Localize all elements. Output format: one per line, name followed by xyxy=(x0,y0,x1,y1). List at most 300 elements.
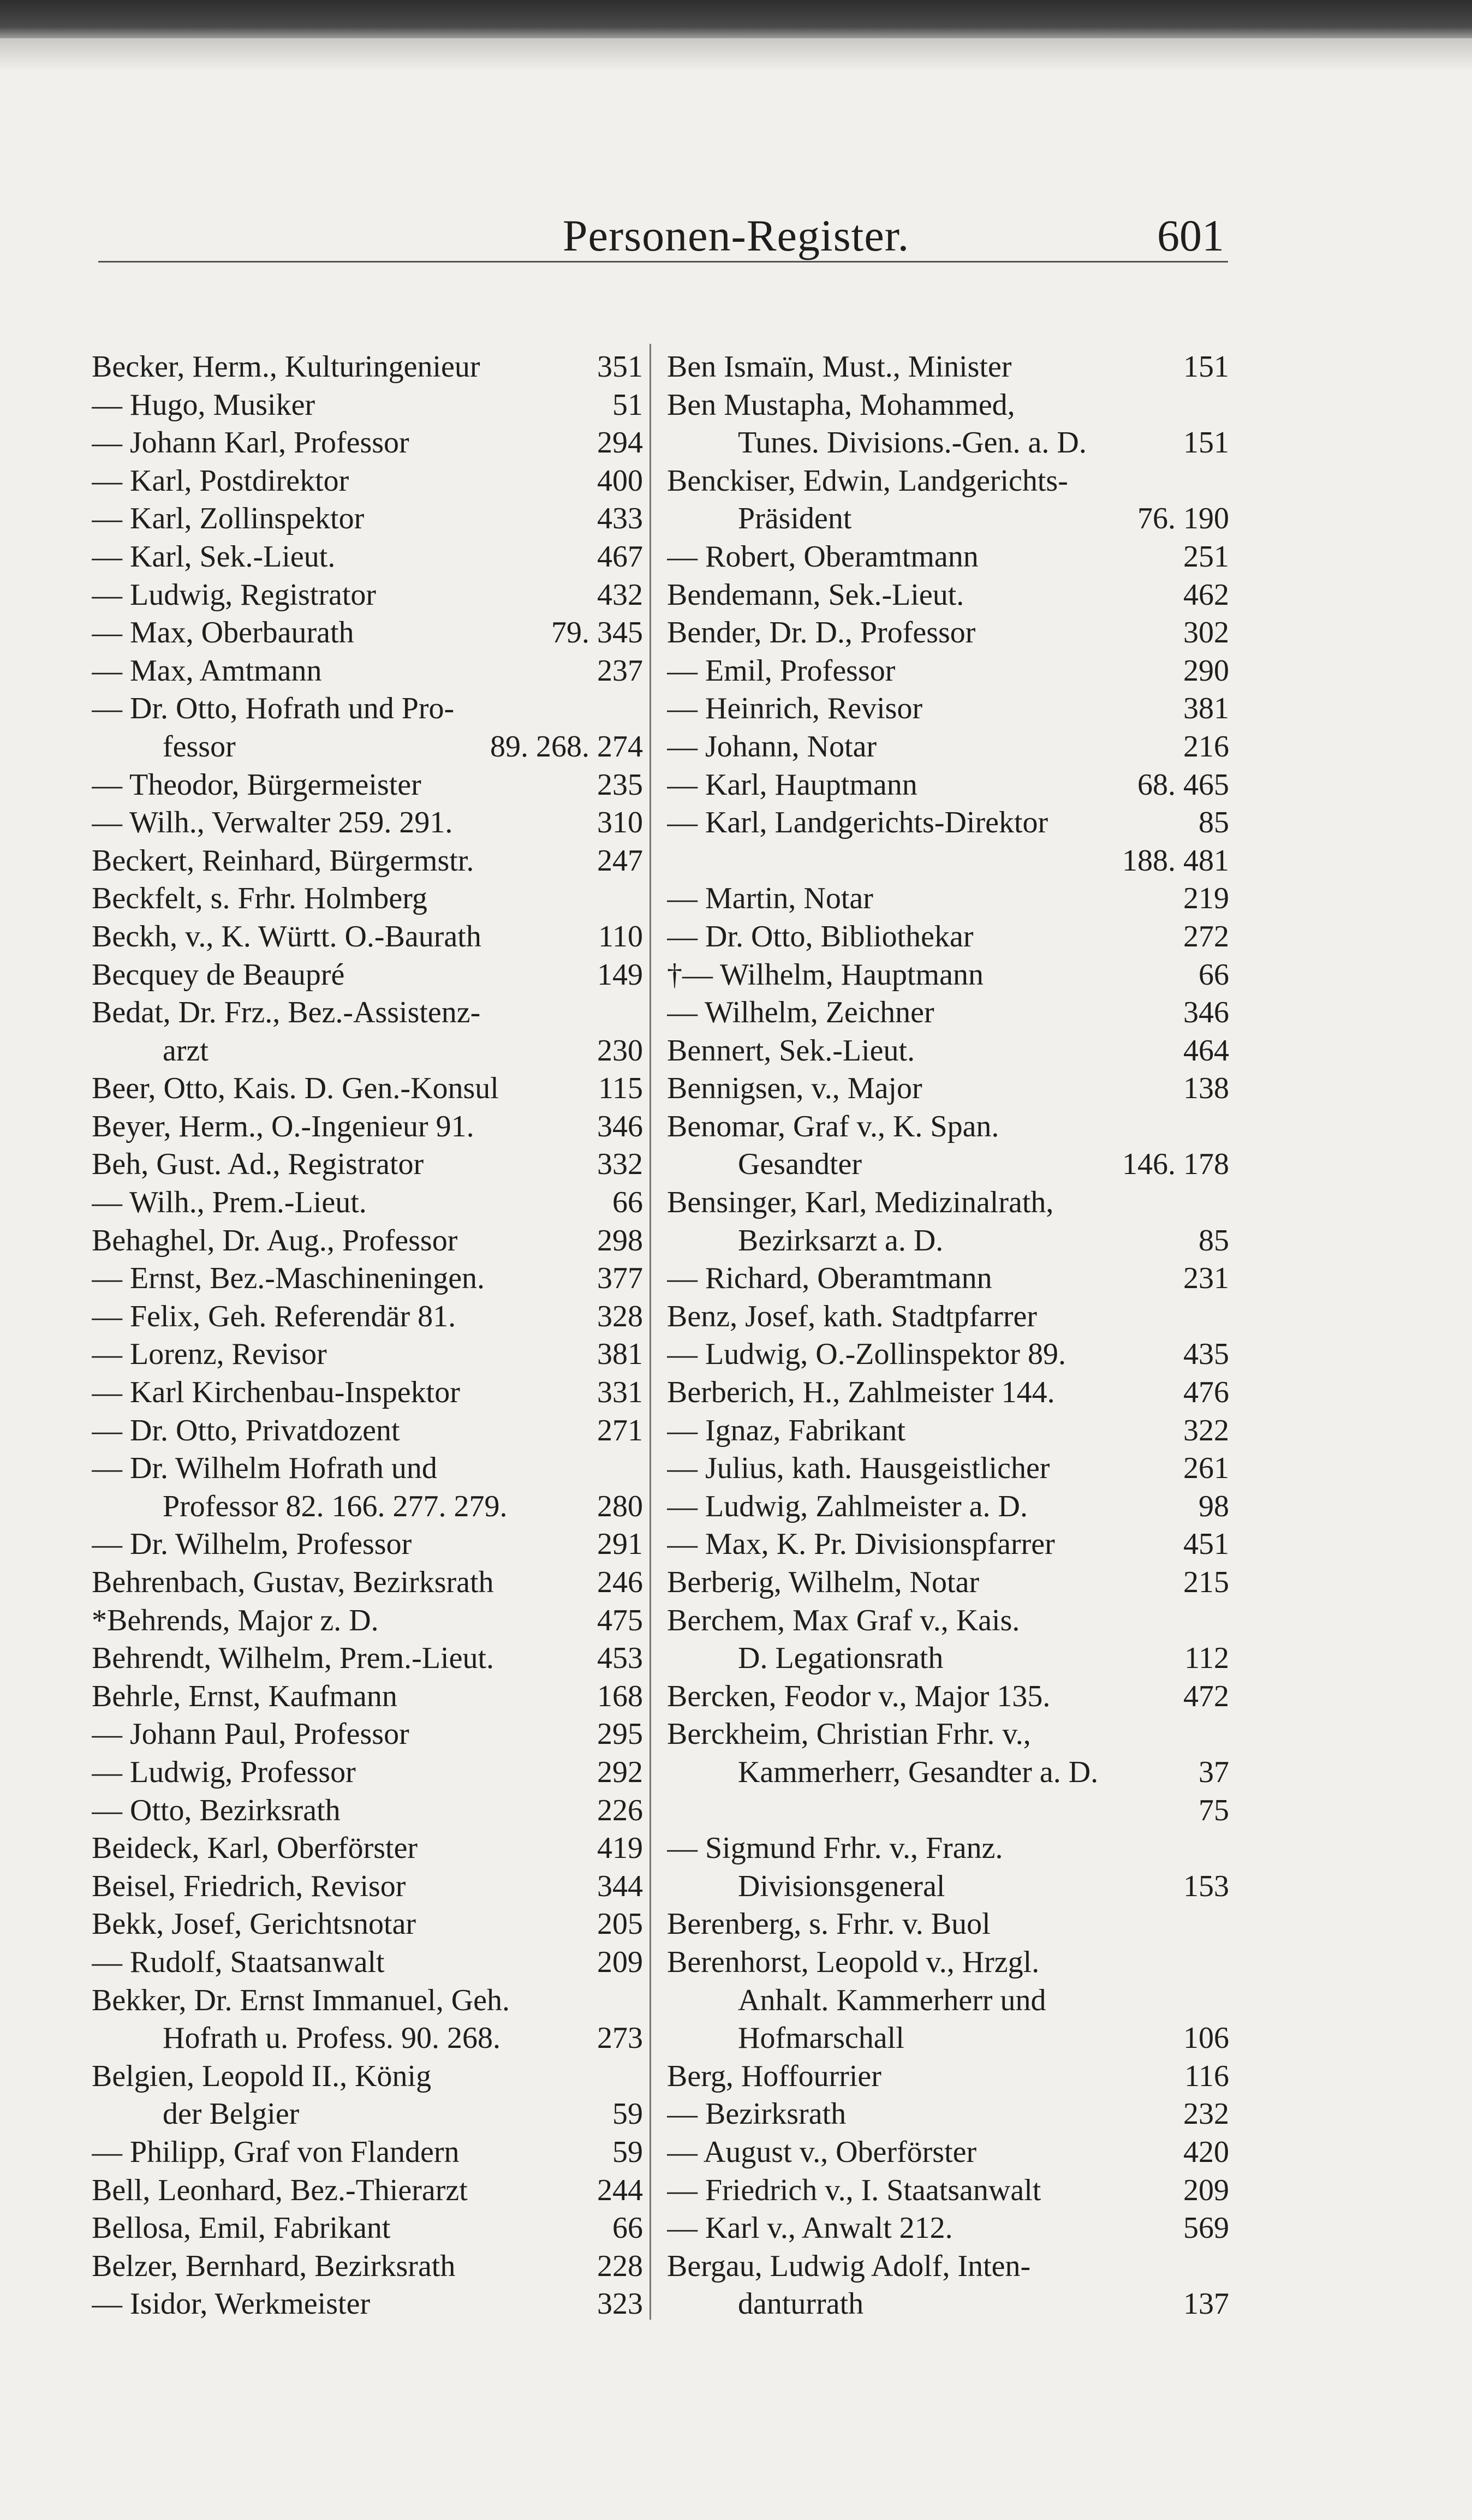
entry-text: Kammerherr, Gesandter a. D. xyxy=(738,1755,1099,1789)
index-entry-line xyxy=(92,576,643,615)
index-entry-line xyxy=(667,994,1229,1032)
entry-text: — Dr. Wilhelm Hofrath und xyxy=(92,1451,437,1486)
entry-page-refs xyxy=(1221,2248,1229,2286)
entry-text: — Dr. Otto, Hofrath und Pro- xyxy=(92,692,455,726)
index-entry-line xyxy=(92,1184,643,1222)
entry-page-refs: 188. 481 xyxy=(1122,843,1229,878)
index-entry-line xyxy=(667,1374,1229,1412)
entry-page-refs: 420 xyxy=(1183,2135,1229,2169)
entry-page-refs: 153 xyxy=(1183,1869,1229,1903)
index-entry-line xyxy=(92,766,643,805)
index-entry-line xyxy=(92,1792,643,1830)
index-entry-line xyxy=(667,2209,1229,2248)
index-entry-line xyxy=(92,1146,643,1184)
entry-page-refs xyxy=(1221,386,1229,425)
index-entry-line xyxy=(92,538,643,576)
entry-text: — August v., Oberförster xyxy=(667,2135,977,2169)
entry-text: Beh, Gust. Ad., Registrator xyxy=(92,1147,424,1182)
index-entry-line xyxy=(667,2172,1229,2210)
entry-page-refs: 433 xyxy=(597,502,643,536)
index-entry-line xyxy=(92,728,643,766)
entry-text: — Max, Oberbaurath xyxy=(92,616,354,650)
index-entry-line xyxy=(92,1678,643,1716)
index-entry-line xyxy=(92,842,643,880)
entry-text: — Wilh., Prem.-Lieut. xyxy=(92,1185,367,1220)
entry-page-refs: 400 xyxy=(597,463,643,498)
entry-text: Behrendt, Wilhelm, Prem.-Lieut. xyxy=(92,1641,494,1676)
index-entry-line xyxy=(667,1982,1229,2020)
entry-text: Behrenbach, Gustav, Bezirksrath xyxy=(92,1565,494,1599)
entry-page-refs: 451 xyxy=(1183,1527,1229,1562)
entry-text: Berckheim, Christian Frhr. v., xyxy=(667,1717,1031,1752)
index-entry-line xyxy=(667,614,1229,652)
index-entry-line xyxy=(667,1564,1229,1602)
entry-page-refs: 569 xyxy=(1183,2211,1229,2245)
entry-text: Benomar, Graf v., K. Span. xyxy=(667,1109,999,1143)
index-entry-line xyxy=(92,1905,643,1944)
entry-page-refs: 79. 345 xyxy=(551,616,643,650)
column-divider xyxy=(649,344,651,2320)
index-entry-line xyxy=(92,690,643,728)
entry-page-refs: 138 xyxy=(1183,1071,1229,1106)
index-entry-line xyxy=(667,1830,1229,1868)
index-entry-line xyxy=(667,1488,1229,1526)
entry-text: — Ludwig, O.-Zollinspektor 89. xyxy=(667,1337,1066,1372)
entry-text: danturrath xyxy=(738,2287,864,2321)
index-entry-line xyxy=(92,2058,643,2096)
index-entry-line xyxy=(92,956,643,994)
entry-text: — Karl, Postdirektor xyxy=(92,463,349,498)
entry-page-refs: 205 xyxy=(597,1907,643,1941)
entry-page-refs: 209 xyxy=(1183,2173,1229,2207)
entry-text: — Sigmund Frhr. v., Franz. xyxy=(667,1831,1003,1866)
index-entry-line xyxy=(667,690,1229,728)
entry-page-refs: 244 xyxy=(597,2173,643,2207)
index-entry-line xyxy=(667,1792,1229,1830)
entry-text: Ben Mustapha, Mohammed, xyxy=(667,388,1015,422)
entry-text: — Felix, Geh. Referendär 81. xyxy=(92,1299,456,1333)
entry-page-refs: 115 xyxy=(598,1071,643,1106)
entry-page-refs: 435 xyxy=(1183,1337,1229,1372)
entry-text: Bellosa, Emil, Fabrikant xyxy=(92,2211,391,2245)
index-entry-line xyxy=(92,1526,643,1564)
entry-page-refs: 291 xyxy=(597,1527,643,1562)
entry-page-refs: 75 xyxy=(1199,1793,1229,1827)
entry-page-refs: 322 xyxy=(1183,1413,1229,1447)
entry-text: Anhalt. Kammerherr und xyxy=(738,1983,1046,2017)
index-entry-line xyxy=(667,1602,1229,1640)
index-entry-line xyxy=(667,1678,1229,1716)
index-entry-line xyxy=(92,1715,643,1754)
index-entry-line xyxy=(667,1944,1229,1982)
entry-text: — Isidor, Werkmeister xyxy=(92,2287,371,2321)
entry-page-refs xyxy=(635,1450,643,1488)
entry-text: — Rudolf, Staatsanwalt xyxy=(92,1945,385,1979)
index-entry-line xyxy=(667,1336,1229,1374)
entry-page-refs: 346 xyxy=(597,1109,643,1143)
entry-text: — Max, K. Pr. Divisionspfarrer xyxy=(667,1527,1055,1562)
entry-page-refs xyxy=(1221,1982,1229,2020)
index-entry-line xyxy=(667,2285,1229,2324)
entry-text: Benckiser, Edwin, Landgerichts- xyxy=(667,463,1068,498)
entry-text: Berberich, H., Zahlmeister 144. xyxy=(667,1375,1055,1410)
entry-page-refs: 231 xyxy=(1183,1261,1229,1296)
entry-text: arzt xyxy=(163,1033,208,1068)
entry-page-refs: 226 xyxy=(597,1793,643,1827)
entry-page-refs: 247 xyxy=(597,843,643,878)
index-entry-line xyxy=(92,2095,643,2134)
index-entry-line xyxy=(667,1754,1229,1792)
entry-text: — Julius, kath. Hausgeistlicher xyxy=(667,1451,1050,1486)
index-entry-line xyxy=(92,1602,643,1640)
entry-text: — Karl Kirchenbau-Inspektor xyxy=(92,1375,460,1410)
entry-text: Bender, Dr. D., Professor xyxy=(667,616,976,650)
entry-text: Berchem, Max Graf v., Kais. xyxy=(667,1603,1020,1637)
entry-page-refs: 464 xyxy=(1183,1033,1229,1068)
entry-text: — Richard, Oberamtmann xyxy=(667,1261,992,1296)
index-entry-line xyxy=(92,1108,643,1146)
index-entry-line xyxy=(92,1754,643,1792)
entry-page-refs: 98 xyxy=(1199,1489,1229,1523)
entry-text: Berg, Hoffourrier xyxy=(667,2059,881,2093)
entry-page-refs: 112 xyxy=(1184,1641,1229,1676)
index-entry-line xyxy=(667,880,1229,918)
entry-page-refs: 294 xyxy=(597,426,643,460)
entry-page-refs: 110 xyxy=(598,919,643,954)
index-entry-line xyxy=(92,1830,643,1868)
entry-page-refs xyxy=(1221,462,1229,501)
index-entry-line xyxy=(92,1222,643,1260)
entry-page-refs xyxy=(635,1982,643,2020)
index-entry-line xyxy=(667,1715,1229,1754)
entry-page-refs: 302 xyxy=(1183,616,1229,650)
entry-page-refs: 261 xyxy=(1183,1451,1229,1486)
entry-text: Bendemann, Sek.-Lieut. xyxy=(667,577,964,612)
entry-text: fessor xyxy=(163,729,236,764)
index-entry-line xyxy=(667,386,1229,425)
index-entry-line xyxy=(667,1184,1229,1222)
entry-text: Bedat, Dr. Frz., Bez.-Assistenz- xyxy=(92,996,481,1030)
index-entry-line xyxy=(667,2248,1229,2286)
index-entry-line xyxy=(667,1412,1229,1450)
entry-page-refs: 328 xyxy=(597,1299,643,1333)
entry-page-refs: 462 xyxy=(1183,577,1229,612)
index-entry-line xyxy=(92,500,643,538)
entry-page-refs: 85 xyxy=(1199,1223,1229,1258)
entry-page-refs: 137 xyxy=(1183,2287,1229,2321)
index-entry-line xyxy=(667,538,1229,576)
index-entry-line xyxy=(92,1336,643,1374)
entry-page-refs: 251 xyxy=(1183,539,1229,574)
entry-page-refs: 467 xyxy=(597,539,643,574)
index-entry-line xyxy=(667,424,1229,462)
index-entry-line xyxy=(667,1298,1229,1336)
entry-text: — Karl, Sek.-Lieut. xyxy=(92,539,336,574)
entry-page-refs: 331 xyxy=(597,1375,643,1410)
entry-page-refs xyxy=(1221,1602,1229,1640)
index-entry-line xyxy=(667,500,1229,538)
index-entry-line xyxy=(667,1526,1229,1564)
entry-page-refs: 89. 268. 274 xyxy=(490,729,643,764)
index-entry-line xyxy=(92,348,643,386)
entry-text: Benz, Josef, kath. Stadtpfarrer xyxy=(667,1299,1037,1333)
index-entry-line xyxy=(667,1260,1229,1298)
index-entry-line xyxy=(667,348,1229,386)
entry-page-refs: 419 xyxy=(597,1831,643,1866)
entry-page-refs: 272 xyxy=(1183,919,1229,954)
index-entry-line xyxy=(92,1450,643,1488)
entry-text: — Robert, Oberamtmann xyxy=(667,539,979,574)
entry-text: — Lorenz, Revisor xyxy=(92,1337,327,1372)
index-entry-line xyxy=(667,462,1229,501)
entry-page-refs: 323 xyxy=(597,2287,643,2321)
entry-page-refs xyxy=(635,690,643,728)
entry-page-refs: 232 xyxy=(1183,2097,1229,2131)
index-entry-line xyxy=(92,1260,643,1298)
entry-text: — Emil, Professor xyxy=(667,653,896,688)
index-entry-line xyxy=(92,2248,643,2286)
entry-text: — Dr. Otto, Privatdozent xyxy=(92,1413,400,1447)
entry-text: Behaghel, Dr. Aug., Professor xyxy=(92,1223,458,1258)
entry-page-refs xyxy=(1221,1905,1229,1944)
entry-page-refs: 310 xyxy=(597,806,643,840)
entry-text: — Karl, Hauptmann xyxy=(667,767,917,802)
entry-text: Bezirksarzt a. D. xyxy=(738,1223,944,1258)
entry-page-refs: 237 xyxy=(597,653,643,688)
entry-text: Becquey de Beaupré xyxy=(92,957,345,992)
entry-text: Präsident xyxy=(738,502,852,536)
entry-page-refs: 37 xyxy=(1199,1755,1229,1789)
header-rule xyxy=(98,261,1228,263)
entry-page-refs: 235 xyxy=(597,767,643,802)
entry-page-refs: 280 xyxy=(597,1489,643,1523)
entry-page-refs: 106 xyxy=(1183,2021,1229,2056)
index-entry-line xyxy=(667,1032,1229,1070)
entry-text: Beer, Otto, Kais. D. Gen.-Konsul xyxy=(92,1071,499,1106)
entry-page-refs: 295 xyxy=(597,1717,643,1752)
entry-text: Tunes. Divisions.-Gen. a. D. xyxy=(738,426,1087,460)
entry-text: Bennert, Sek.-Lieut. xyxy=(667,1033,915,1068)
index-entry-line xyxy=(92,2285,643,2324)
index-entry-line xyxy=(92,1640,643,1678)
entry-page-refs: 149 xyxy=(597,957,643,992)
entry-page-refs xyxy=(1221,1830,1229,1868)
entry-page-refs: 216 xyxy=(1183,729,1229,764)
entry-page-refs: 298 xyxy=(597,1223,643,1258)
entry-page-refs: 475 xyxy=(597,1603,643,1637)
entry-page-refs xyxy=(1221,1108,1229,1146)
entry-text: — Wilh., Verwalter 259. 291. xyxy=(92,806,453,840)
entry-text: Bensinger, Karl, Medizinalrath, xyxy=(667,1185,1054,1220)
entry-page-refs: 476 xyxy=(1183,1375,1229,1410)
index-entry-line xyxy=(92,1944,643,1982)
entry-text: — Theodor, Bürgermeister xyxy=(92,767,421,802)
entry-text: — Karl, Zollinspektor xyxy=(92,502,365,536)
index-entry-line xyxy=(667,652,1229,690)
index-entry-line xyxy=(667,1070,1229,1108)
entry-page-refs: 68. 465 xyxy=(1137,767,1229,802)
index-entry-line xyxy=(667,804,1229,842)
entry-page-refs: 66 xyxy=(1199,957,1229,992)
page-title: Personen-Register. xyxy=(562,211,910,260)
entry-text: Bell, Leonhard, Bez.-Thierarzt xyxy=(92,2173,468,2207)
entry-page-refs xyxy=(1221,1715,1229,1754)
entry-page-refs: 432 xyxy=(597,577,643,612)
entry-page-refs: 377 xyxy=(597,1261,643,1296)
entry-page-refs: 151 xyxy=(1183,426,1229,460)
entry-page-refs: 151 xyxy=(1183,350,1229,384)
entry-page-refs: 228 xyxy=(597,2249,643,2283)
entry-text: Bergau, Ludwig Adolf, Inten- xyxy=(667,2249,1031,2283)
entry-page-refs: 230 xyxy=(597,1033,643,1068)
entry-page-refs xyxy=(1221,1944,1229,1982)
index-entry-line xyxy=(92,652,643,690)
scan-shadow xyxy=(0,38,1472,71)
entry-page-refs: 381 xyxy=(597,1337,643,1372)
index-entry-line xyxy=(92,1868,643,1906)
index-entry-line xyxy=(667,842,1229,880)
entry-page-refs: 66 xyxy=(612,2211,643,2245)
index-entry-line xyxy=(92,994,643,1032)
index-entry-line xyxy=(92,1298,643,1336)
entry-page-refs: 381 xyxy=(1183,692,1229,726)
entry-text: — Ludwig, Professor xyxy=(92,1755,356,1789)
index-entry-line xyxy=(92,386,643,425)
scan-top-edge xyxy=(0,0,1472,38)
entry-text: — Heinrich, Revisor xyxy=(667,692,923,726)
index-entry-line xyxy=(667,766,1229,805)
index-entry-line xyxy=(667,1868,1229,1906)
entry-text: Bennigsen, v., Major xyxy=(667,1071,922,1106)
page-number: 601 xyxy=(1157,211,1224,260)
entry-text: — Dr. Wilhelm, Professor xyxy=(92,1527,412,1562)
index-entry-line xyxy=(92,2209,643,2248)
entry-page-refs xyxy=(1221,1184,1229,1222)
index-entry-line xyxy=(667,1146,1229,1184)
entry-text: Bercken, Feodor v., Major 135. xyxy=(667,1679,1051,1713)
entry-text: Gesandter xyxy=(738,1147,862,1182)
entry-text: — Karl, Landgerichts-Direktor xyxy=(667,806,1048,840)
right-index-column xyxy=(667,348,1229,2324)
entry-text: Beckert, Reinhard, Bürgermstr. xyxy=(92,843,474,878)
entry-page-refs: 292 xyxy=(597,1755,643,1789)
entry-text: — Ernst, Bez.-Maschineningen. xyxy=(92,1261,485,1296)
index-entry-line xyxy=(92,1982,643,2020)
entry-page-refs: 346 xyxy=(1183,996,1229,1030)
entry-page-refs: 453 xyxy=(597,1641,643,1676)
entry-text: Beyer, Herm., O.-Ingenieur 91. xyxy=(92,1109,474,1143)
entry-page-refs: 215 xyxy=(1183,1565,1229,1599)
entry-text: Belgien, Leopold II., König xyxy=(92,2059,432,2093)
entry-page-refs: 116 xyxy=(1184,2059,1229,2093)
index-entry-line xyxy=(92,880,643,918)
entry-page-refs: 59 xyxy=(612,2097,643,2131)
index-entry-line xyxy=(667,2095,1229,2134)
entry-text: Berberig, Wilhelm, Notar xyxy=(667,1565,980,1599)
entry-text: Becker, Herm., Kulturingenieur xyxy=(92,350,480,384)
index-entry-line xyxy=(92,1070,643,1108)
entry-text: der Belgier xyxy=(163,2097,300,2131)
entry-page-refs: 76. 190 xyxy=(1137,502,1229,536)
entry-page-refs xyxy=(1221,1298,1229,1336)
entry-page-refs: 59 xyxy=(612,2135,643,2169)
index-entry-line xyxy=(92,424,643,462)
index-entry-line xyxy=(667,1905,1229,1944)
index-entry-line xyxy=(667,1108,1229,1146)
entry-text: — Martin, Notar xyxy=(667,881,873,916)
entry-text: — Ludwig, Zahlmeister a. D. xyxy=(667,1489,1028,1523)
entry-text: Ben Ismaïn, Must., Minister xyxy=(667,350,1012,384)
index-entry-line xyxy=(92,1564,643,1602)
index-entry-line xyxy=(92,1374,643,1412)
index-entry-line xyxy=(92,2134,643,2172)
index-entry-line xyxy=(92,804,643,842)
entry-page-refs: 273 xyxy=(597,2021,643,2056)
entry-page-refs xyxy=(635,880,643,918)
entry-page-refs: 472 xyxy=(1183,1679,1229,1713)
index-entry-line xyxy=(667,576,1229,615)
entry-text: Behrle, Ernst, Kaufmann xyxy=(92,1679,397,1713)
index-entry-line xyxy=(92,614,643,652)
entry-text: Bekk, Josef, Gerichtsnotar xyxy=(92,1907,416,1941)
index-entry-line xyxy=(92,1412,643,1450)
entry-page-refs: 168 xyxy=(597,1679,643,1713)
entry-text: — Otto, Bezirksrath xyxy=(92,1793,341,1827)
entry-text: Bekker, Dr. Ernst Immanuel, Geh. xyxy=(92,1983,510,2017)
entry-text: — Max, Amtmann xyxy=(92,653,322,688)
index-entry-line xyxy=(92,462,643,501)
index-entry-line xyxy=(92,918,643,956)
entry-text: — Wilhelm, Zeichner xyxy=(667,996,934,1030)
entry-page-refs: 51 xyxy=(612,388,643,422)
entry-text: — Karl v., Anwalt 212. xyxy=(667,2211,953,2245)
entry-text: D. Legationsrath xyxy=(738,1641,944,1676)
entry-text: — Bezirksrath xyxy=(667,2097,847,2131)
entry-page-refs: 344 xyxy=(597,1869,643,1903)
index-entry-line xyxy=(667,956,1229,994)
index-entry-line xyxy=(92,2019,643,2058)
entry-page-refs: 290 xyxy=(1183,653,1229,688)
left-index-column xyxy=(92,348,643,2324)
entry-text: Hofrath u. Profess. 90. 268. xyxy=(163,2021,501,2056)
entry-page-refs: 66 xyxy=(612,1185,643,1220)
entry-page-refs: 332 xyxy=(597,1147,643,1182)
entry-text: — Hugo, Musiker xyxy=(92,388,315,422)
index-entry-line xyxy=(92,1488,643,1526)
entry-text: †— Wilhelm, Hauptmann xyxy=(667,957,984,992)
entry-text: Belzer, Bernhard, Bezirksrath xyxy=(92,2249,456,2283)
entry-text: — Ludwig, Registrator xyxy=(92,577,377,612)
index-entry-line xyxy=(667,728,1229,766)
entry-text: Hofmarschall xyxy=(738,2021,904,2056)
entry-text: — Johann, Notar xyxy=(667,729,877,764)
index-entry-line xyxy=(667,2058,1229,2096)
entry-page-refs: 351 xyxy=(597,350,643,384)
entry-text: — Ignaz, Fabrikant xyxy=(667,1413,905,1447)
entry-text: *Behrends, Major z. D. xyxy=(92,1603,379,1637)
index-entry-line xyxy=(667,1222,1229,1260)
entry-page-refs: 219 xyxy=(1183,881,1229,916)
entry-text: Beckh, v., K. Württ. O.-Baurath xyxy=(92,919,481,954)
entry-text: Beideck, Karl, Oberförster xyxy=(92,1831,418,1866)
index-entry-line xyxy=(667,918,1229,956)
index-entry-line xyxy=(667,1450,1229,1488)
entry-page-refs: 209 xyxy=(597,1945,643,1979)
entry-text: Divisionsgeneral xyxy=(738,1869,945,1903)
index-entry-line xyxy=(667,2134,1229,2172)
entry-text: — Johann Karl, Professor xyxy=(92,426,409,460)
index-entry-line xyxy=(92,1032,643,1070)
